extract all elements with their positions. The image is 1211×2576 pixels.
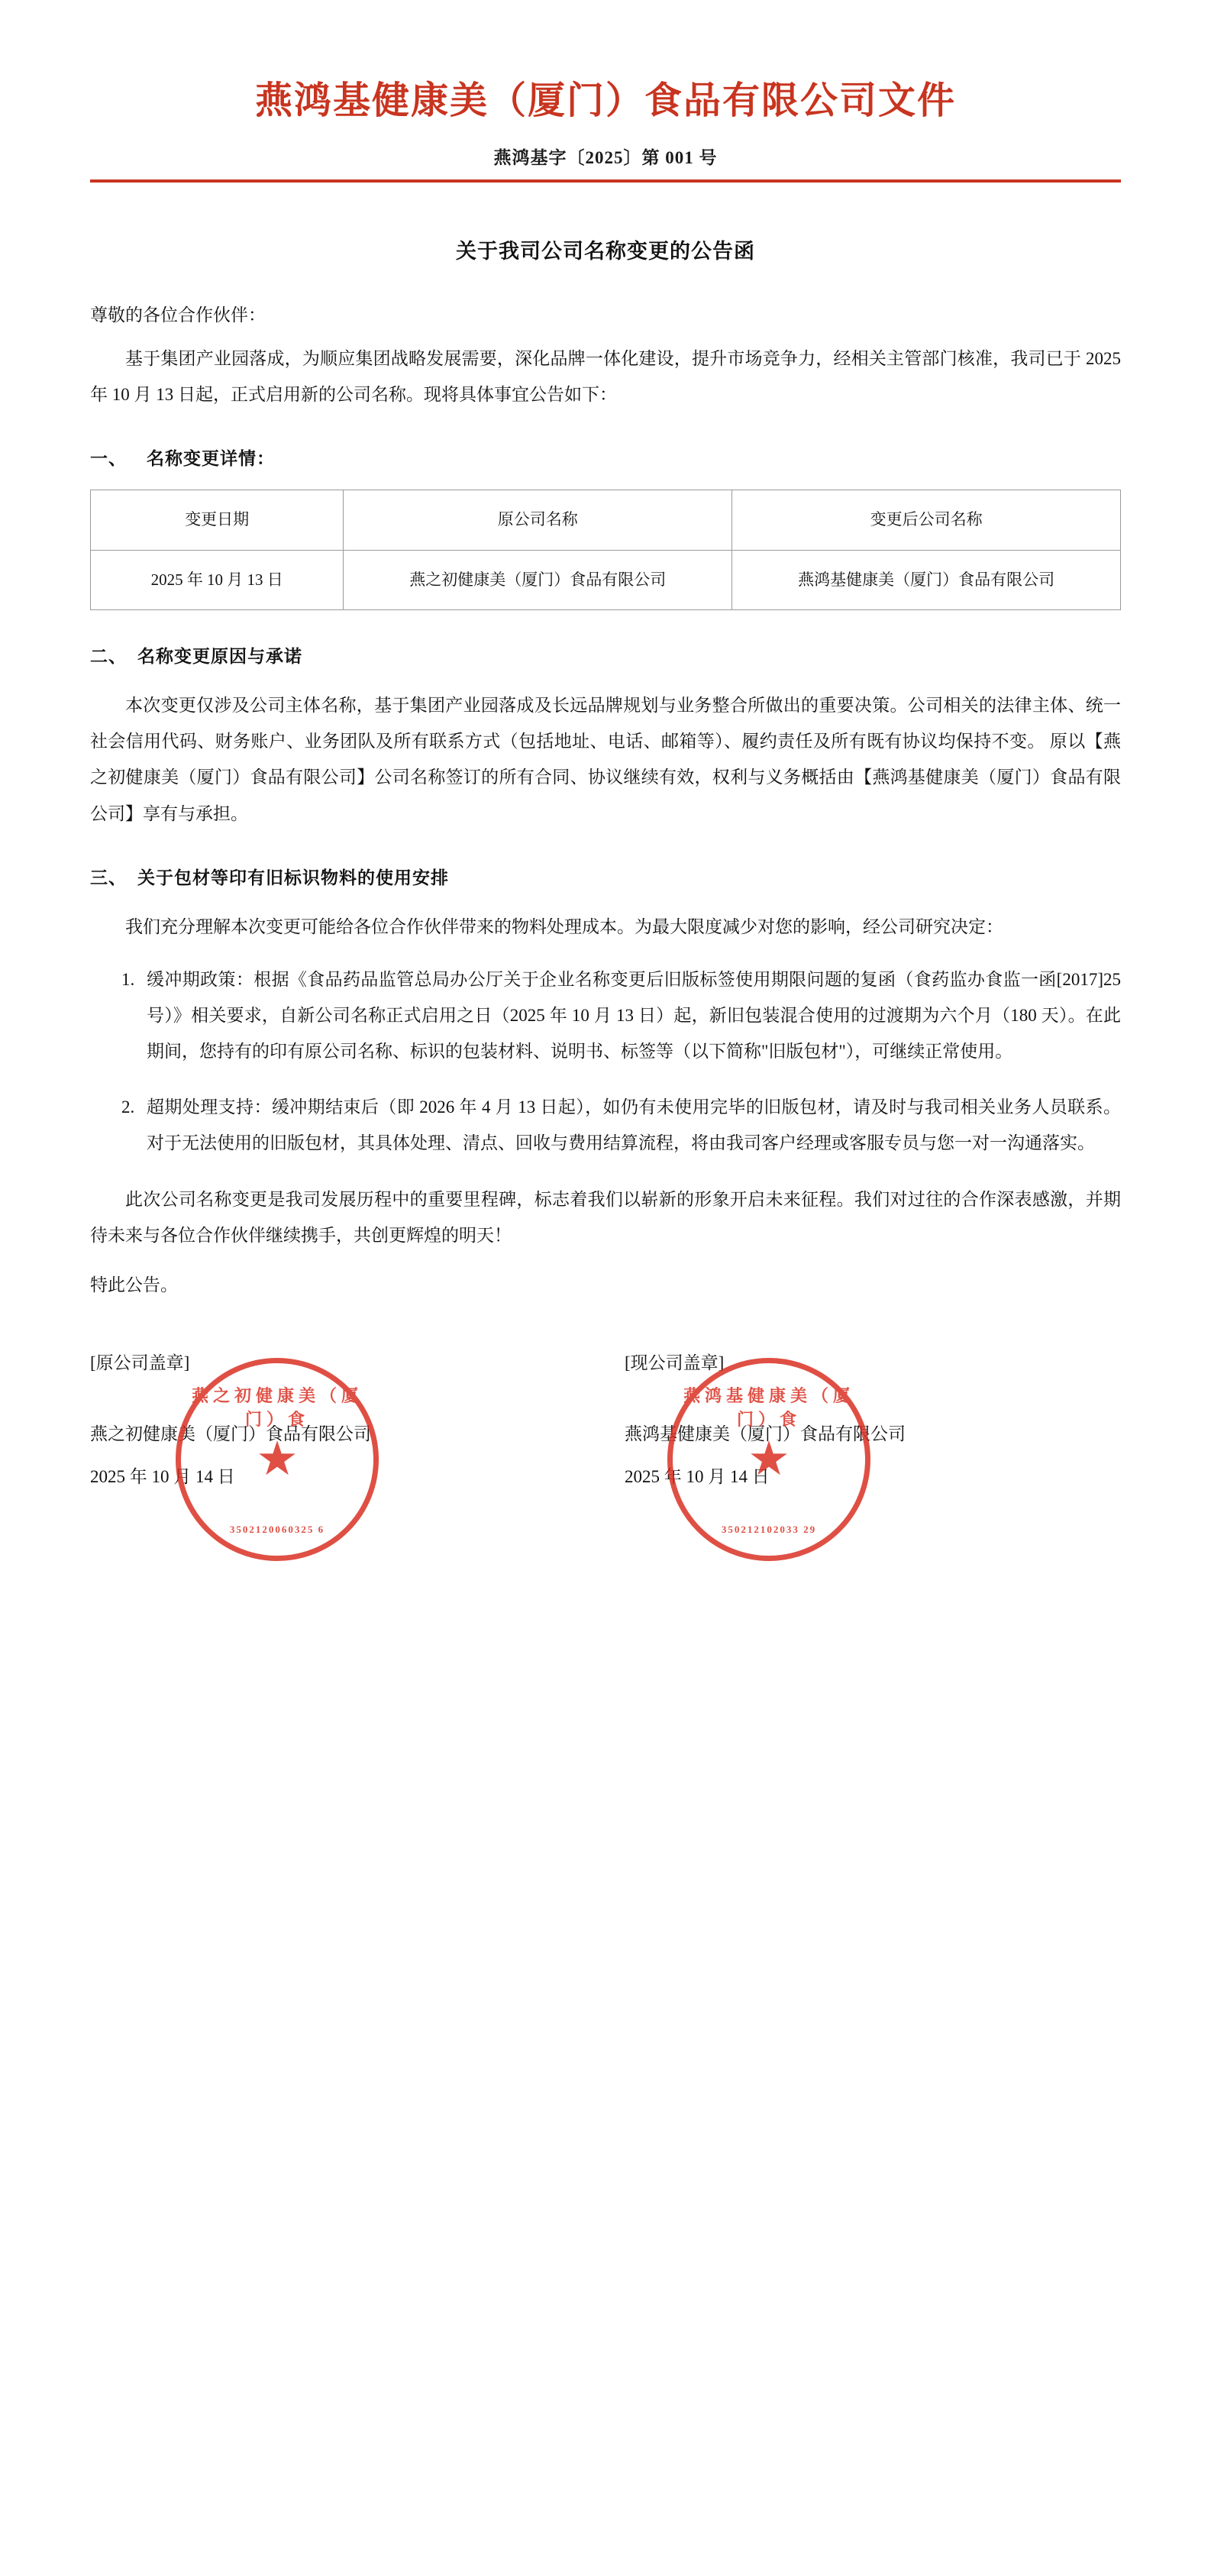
old-seal-top-text: 燕之初健康美（厦门）食 (191, 1385, 363, 1429)
salutation: 尊敬的各位合作伙伴： (90, 305, 266, 325)
section-2-title: 名称变更原因与承诺 (137, 647, 302, 667)
signature-area (90, 1344, 1121, 1573)
new-seal-code: 350212102033 29 (721, 1523, 817, 1535)
new-seal-top-text: 燕鸿基健康美（厦门）食 (683, 1385, 854, 1429)
table-header-new-name: 变更后公司名称 (732, 490, 1121, 550)
company-title: 燕鸿基健康美（厦门）食品有限公司文件 (254, 79, 956, 121)
section-1-heading (90, 444, 1121, 470)
policy-list (90, 962, 1121, 1162)
new-company-name: 燕鸿基健康美（厦门）食品有限公司 (625, 1424, 906, 1443)
section-1-title: 名称变更详情： (147, 448, 275, 468)
table-row (91, 550, 1121, 610)
document-number: 燕鸿基字〔2025〕第 001 号 (493, 147, 718, 167)
list-item: 1. 缓冲期政策：根据《食品药品监管总局办公厅关于企业名称变更后旧版标签使用期限问题的复函（食药监办食监一函[2017]25 号）》相关要求，自新公司名称正式启用之日（2025 年 10 月 13 日）起，新旧包装混合使用的过渡期为六个月（180 天）。在此期间，您持有的印有原公司名称、标识的包装材料、说明书、标签等（以下简称"旧版包材"），可继续正常使用。 (139, 962, 1121, 1069)
header-divider (90, 179, 1121, 183)
list-item: 2. 超期处理支持：缓冲期结束后（即 2026 年 4 月 13 日起），如仍有未使用完毕的旧版包材，请及时与我司相关业务人员联系。对于无法使用的旧版包材，其具体处理、清点、回收与费用结算流程，将由我司客户经理或客服专员与您一对一沟通落实。 (139, 1089, 1121, 1161)
section-3-number: 三、 (90, 868, 127, 887)
cell-new-name: 燕鸿基健康美（厦门）食品有限公司 (732, 550, 1121, 610)
page-title: 关于我司公司名称变更的公告函 (456, 239, 755, 263)
section-3-paragraph: 我们充分理解本次变更可能给各位合作伙伴带来的物料处理成本。为最大限度减少对您的影响，经公司研究决定： (125, 916, 1003, 936)
old-company-stamp-label: [原公司盖章] (90, 1353, 190, 1372)
new-company-date: 2025 年 10 月 14 日 (625, 1467, 770, 1487)
name-change-table (90, 490, 1121, 610)
old-seal-code: 3502120060325 6 (229, 1523, 325, 1535)
section-3-heading (90, 864, 1121, 889)
new-company-stamp-label: [现公司盖章] (625, 1353, 725, 1372)
star-icon: ★ (748, 1433, 790, 1485)
section-2-paragraph: 本次变更仅涉及公司主体名称，基于集团产业园落成及长远品牌规划与业务整合所做出的重要决策。公司相关的法律主体、统一社会信用代码、财务账户、业务团队及所有联系方式（包括地址、电话、邮箱等）、履约责任及所有既有协议均保持不变。 原以【燕之初健康美（厦门）食品有限公司】公司名称签订的所有合同、协议继续有效，权利与义务概括由【燕鸿基健康美（厦门）食品有限公司】享有与承担。 (90, 696, 1121, 823)
cell-old-name: 燕之初健康美（厦门）食品有限公司 (344, 550, 732, 610)
document-header (90, 53, 1121, 183)
cell-change-date: 2025 年 10 月 13 日 (91, 550, 344, 610)
table-header-row (91, 490, 1121, 550)
signature-block-new (585, 1344, 1121, 1497)
section-3-title: 关于包材等印有旧标识物料的使用安排 (137, 868, 449, 887)
old-company-date: 2025 年 10 月 14 日 (90, 1467, 235, 1487)
closing-paragraph: 此次公司名称变更是我司发展历程中的重要里程碑，标志着我们以崭新的形象开启未来征程。我们对过往的合作深表感激，并期待未来与各位合作伙伴继续携手，共创更辉煌的明天！ (90, 1189, 1121, 1245)
notice-line: 特此公告。 (90, 1275, 178, 1294)
star-icon: ★ (256, 1433, 299, 1485)
section-2-number: 二、 (90, 647, 127, 667)
section-2-heading (90, 642, 1121, 667)
table-header-date: 变更日期 (91, 490, 344, 550)
intro-paragraph: 基于集团产业园落成，为顺应集团战略发展需要，深化品牌一体化建设，提升市场竞争力，经相关主管部门核准，我司已于 2025 年 10 月 13 日起，正式启用新的公司名称。现将具体事宜公告如下： (90, 348, 1121, 404)
old-company-name: 燕之初健康美（厦门）食品有限公司 (90, 1424, 371, 1443)
signature-block-old (90, 1344, 585, 1497)
table-header-old-name: 原公司名称 (344, 490, 732, 550)
section-1-number: 一、 (90, 448, 127, 468)
